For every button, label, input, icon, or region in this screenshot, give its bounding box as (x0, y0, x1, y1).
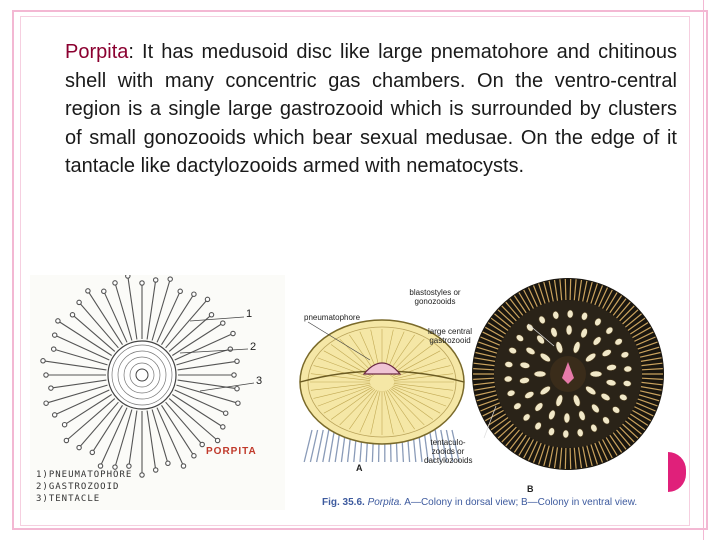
figure-legend (36, 469, 132, 505)
description-paragraph (65, 38, 677, 181)
legend-item-3: 3)TENTACLE (36, 494, 101, 504)
caption-genus: Porpita. (367, 497, 403, 508)
label-central-gastrozooid: large central gastrozooid (427, 327, 473, 345)
slide-edge-rule (703, 0, 704, 540)
genus-term: Porpita (65, 41, 129, 63)
letter-b: B (527, 484, 534, 494)
legend-item-2: 2)GASTROZOOID (36, 482, 120, 492)
ventral-view-drawing (470, 258, 670, 498)
callout-2: 2 (250, 341, 257, 353)
caption-text: A—Colony in dorsal view; B—Colony in ventral view. (404, 497, 638, 508)
label-tentaculozooids: tentaculo-zooids or dactylozooids (424, 438, 473, 465)
label-pneumatophore: pneumatophore (304, 313, 361, 322)
letter-a: A (356, 463, 363, 473)
description-text: : It has medusoid disc like large pnematohore and chitinous shell with many concentric gas chambers. On the ventro-central region is a single large gastrozooid which is surrounded by clusters of small gonozooids which bear sexual medusae. On the edge of it tantacle like dactylozooids armed with nematocysts. (65, 41, 677, 177)
caption-fig-number: Fig. 35.6. (322, 497, 365, 508)
legend-item-1: 1)PNEUMATOPHORE (36, 470, 133, 480)
label-blastostyles: blastostyles or gonozooids (409, 288, 461, 306)
figure-caption (322, 497, 637, 508)
callout-1: 1 (246, 308, 253, 320)
porpita-title: PORPITA (206, 446, 257, 457)
callout-3: 3 (256, 375, 263, 387)
